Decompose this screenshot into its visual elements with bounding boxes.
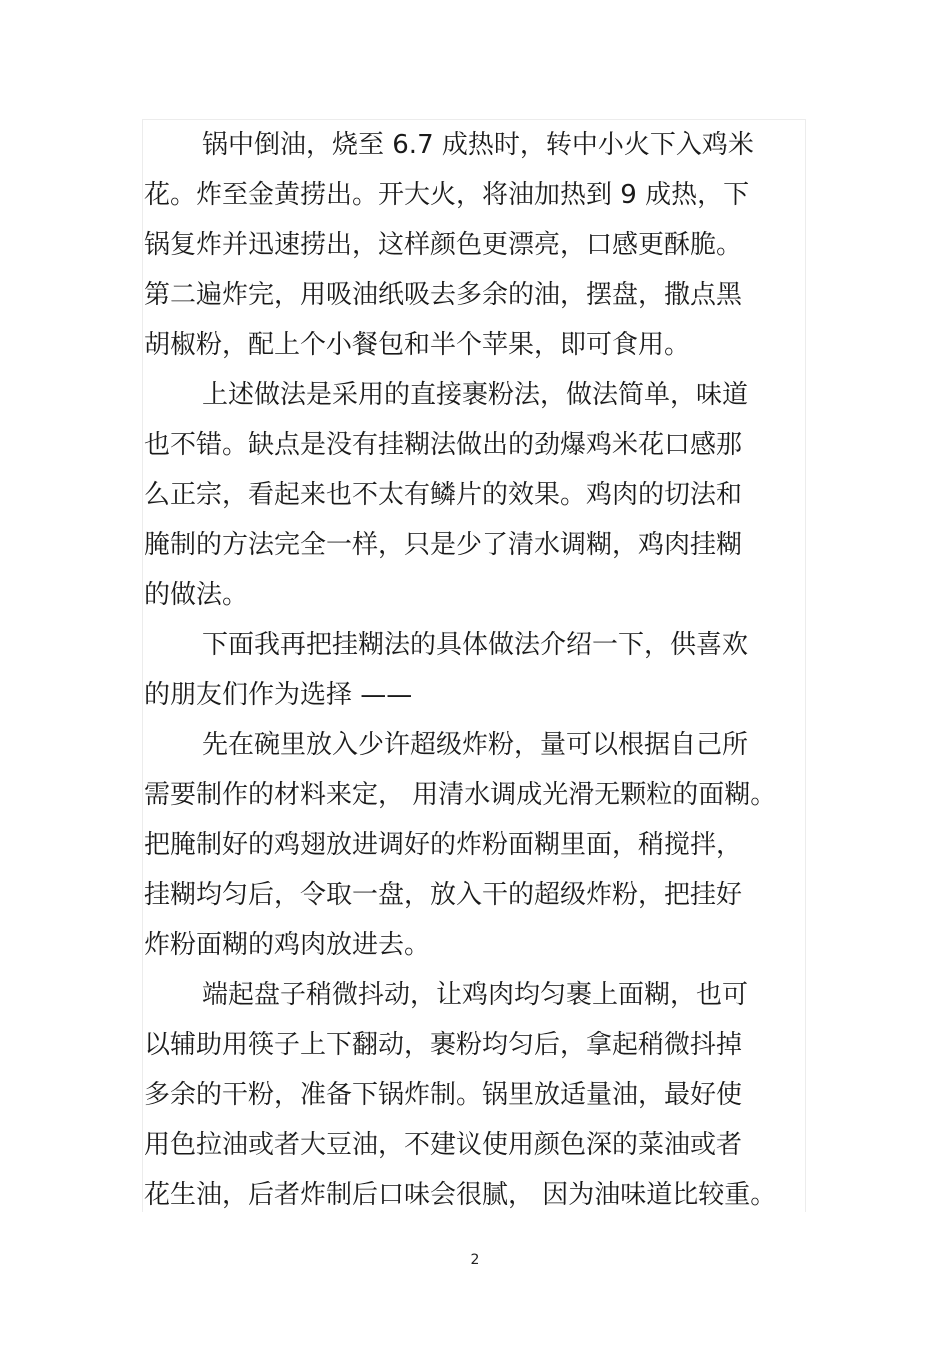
text-line: 的朋友们作为选择 —— [144, 680, 413, 710]
text-line: 锅复炸并迅速捞出，这样颜色更漂亮，口感更酥脆。 [144, 230, 743, 260]
text-line: 下面我再把挂糊法的具体做法介绍一下，供喜欢 [202, 630, 749, 660]
text-line: 花。炸至金黄捞出。开大火，将油加热到 9 成热，下 [144, 180, 750, 210]
text-line: 用色拉油或者大豆油，不建议使用颜色深的菜油或者 [144, 1130, 743, 1160]
text-line: 第二遍炸完，用吸油纸吸去多余的油，摆盘，撒点黑 [144, 280, 743, 310]
text-line: 腌制的方法完全一样，只是少了清水调糊，鸡肉挂糊 [144, 530, 743, 560]
body-text [144, 120, 804, 1220]
text-line: 把腌制好的鸡翅放进调好的炸粉面糊里面，稍搅拌， [144, 830, 743, 860]
text-line: 花生油，后者炸制后口味会很腻， 因为油味道比较重。 [144, 1180, 777, 1210]
text-line: 也不错。缺点是没有挂糊法做出的劲爆鸡米花口感那 [144, 430, 743, 460]
paragraph [144, 370, 804, 620]
text-line: 炸粉面糊的鸡肉放进去。 [144, 930, 431, 960]
text-line: 需要制作的材料来定， 用清水调成光滑无颗粒的面糊。 [144, 780, 777, 810]
text-line: 多余的干粉，准备下锅炸制。锅里放适量油，最好使 [144, 1080, 743, 1110]
text-line: 锅中倒油，烧至 6.7 成热时，转中小火下入鸡米 [202, 130, 754, 160]
paragraph [144, 720, 804, 970]
text-line: 以辅助用筷子上下翻动，裹粉均匀后，拿起稍微抖掉 [144, 1030, 743, 1060]
text-line: 挂糊均匀后，令取一盘，放入干的超级炸粉，把挂好 [144, 880, 743, 910]
paragraph [144, 120, 804, 370]
text-line: 端起盘子稍微抖动，让鸡肉均匀裹上面糊，也可 [202, 980, 749, 1010]
text-line: 么正宗，看起来也不太有鳞片的效果。鸡肉的切法和 [144, 480, 743, 510]
paragraph [144, 620, 804, 720]
text-line: 胡椒粉，配上个小餐包和半个苹果，即可食用。 [144, 330, 691, 360]
paragraph [144, 970, 804, 1220]
text-line: 的做法。 [144, 580, 249, 610]
page-number: 2 [470, 1252, 480, 1268]
text-line: 上述做法是采用的直接裹粉法，做法简单，味道 [202, 380, 749, 410]
text-line: 先在碗里放入少许超级炸粉，量可以根据自己所 [202, 730, 749, 760]
